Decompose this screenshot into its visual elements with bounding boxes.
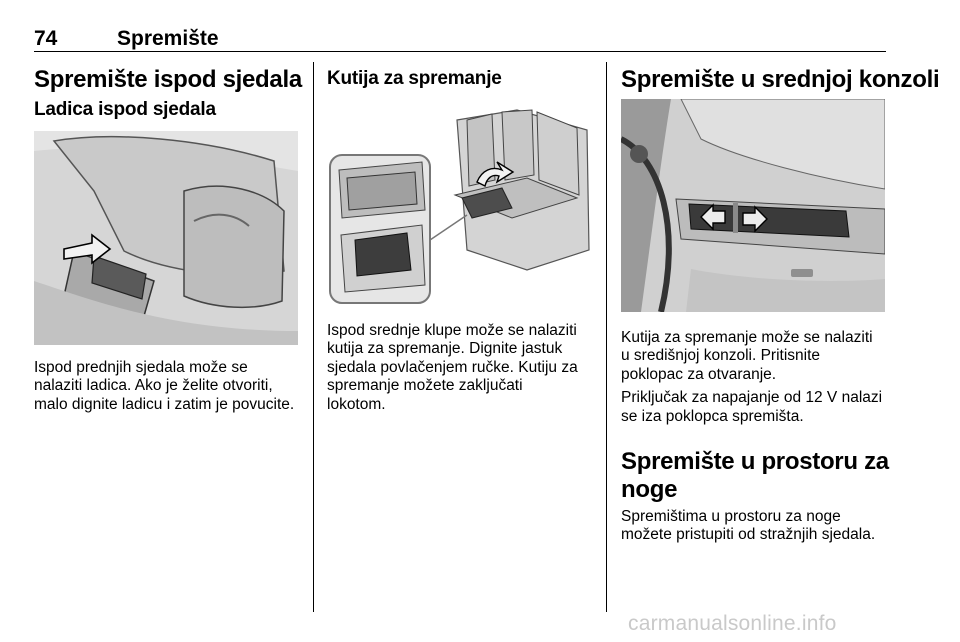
body-line: možete pristupiti od stražnjih sjedala. (621, 526, 876, 544)
center-console-illustration (621, 99, 885, 312)
column-divider-2 (606, 62, 607, 612)
section-title-2-cont: noge (621, 476, 678, 504)
subsection-title: Ladica ispod sjedala (34, 99, 216, 120)
subsection-title: Kutija za spremanje (327, 68, 502, 89)
column-divider-1 (313, 62, 314, 612)
header-rule (34, 51, 886, 52)
section-title: Spremište ispod sjedala (34, 66, 302, 93)
column-3-body (621, 329, 891, 545)
column-2-body (327, 322, 602, 414)
seat-drawer-illustration (34, 131, 298, 345)
watermark: carmanualsonline.info (628, 612, 837, 635)
body-line: lokotom. (327, 395, 386, 413)
column-2 (327, 68, 597, 90)
body-line: se iza poklopca spremišta. (621, 407, 804, 425)
column-1-body (34, 359, 304, 414)
body-line: nalaziti ladica. Ako je želite otvoriti, (34, 377, 273, 395)
body-line: poklopac za otvaranje. (621, 365, 777, 383)
bench-storage-box-illustration (327, 100, 591, 306)
column-3 (621, 66, 940, 94)
section-title-2: Spremište u prostoru za (621, 448, 889, 476)
body-line: Ispod srednje klupe može se nalaziti (327, 322, 577, 339)
body-line: Priključak za napajanje od 12 V nalazi (621, 389, 883, 407)
body-line: Ispod prednjih sjedala može se (34, 359, 248, 376)
running-header: Spremište (117, 27, 219, 50)
body-line: Spremištima u prostoru za noge (621, 508, 841, 526)
body-line: spremanje možete zaključati (327, 377, 523, 395)
body-line: kutija za spremanje. Dignite jastuk (327, 340, 563, 358)
column-1 (34, 66, 304, 121)
body-line: sjedala povlačenjem ručke. Kutiju za (327, 358, 578, 376)
body-line: u središnjoj konzoli. Pritisnite (621, 347, 821, 365)
body-line: Kutija za spremanje može se nalaziti (621, 329, 873, 346)
body-line: malo dignite ladicu i zatim je povucite. (34, 395, 295, 413)
page-number: 74 (34, 27, 58, 50)
section-title: Spremište u srednjoj konzoli (621, 66, 940, 93)
